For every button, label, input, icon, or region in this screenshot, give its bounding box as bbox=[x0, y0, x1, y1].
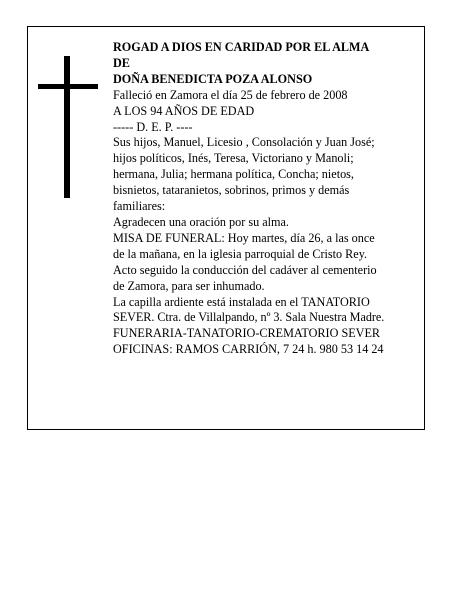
heading-line-1: ROGAD A DIOS EN CARIDAD POR EL ALMA bbox=[113, 40, 370, 54]
obituary-text bbox=[113, 40, 421, 358]
family-line: Sus hijos, Manuel, Licesio , Consolación y Juan José; bbox=[113, 135, 375, 150]
cross-icon bbox=[38, 56, 98, 198]
death-statement: Falleció en Zamora el día 25 de febrero de 2008 bbox=[113, 87, 348, 102]
cross-horizontal-bar bbox=[38, 84, 98, 89]
thanks-line: Agradecen una oración por su alma. bbox=[113, 214, 289, 229]
funeral-line: MISA DE FUNERAL: Hoy martes, día 26, a las once bbox=[113, 230, 375, 245]
family-line: hijos políticos, Inés, Teresa, Victoriano y Manoli; bbox=[113, 151, 354, 166]
deceased-name: DOÑA BENEDICTA POZA ALONSO bbox=[113, 71, 313, 86]
company-line: OFICINAS: RAMOS CARRIÓN, 7 24 h. 980 53 14 24 bbox=[113, 342, 384, 357]
cross-vertical-bar bbox=[64, 56, 70, 198]
funeral-line: Acto seguido la conducción del cadáver al cementerio bbox=[113, 262, 377, 277]
funeral-line: de Zamora, para ser inhumado. bbox=[113, 278, 265, 293]
company-line: FUNERARIA-TANATORIO-CREMATORIO SEVER bbox=[113, 326, 381, 341]
funeral-line: de la mañana, en la iglesia parroquial de Cristo Rey. bbox=[113, 246, 368, 261]
family-line: bisnietos, tataranietos, sobrinos, primos y demás bbox=[113, 183, 350, 198]
chapel-line: SEVER. Ctra. de Villalpando, nº 3. Sala Nuestra Madre. bbox=[113, 310, 385, 325]
age-statement: A LOS 94 AÑOS DE EDAD bbox=[113, 103, 255, 118]
family-line: familiares: bbox=[113, 199, 166, 214]
family-line: hermana, Julia; hermana política, Concha; nietos, bbox=[113, 167, 354, 182]
heading-line-2: DE bbox=[113, 55, 130, 70]
chapel-line: La capilla ardiente está instalada en el TANATORIO bbox=[113, 294, 370, 309]
rip-line: ----- D. E. P. ---- bbox=[113, 119, 193, 134]
